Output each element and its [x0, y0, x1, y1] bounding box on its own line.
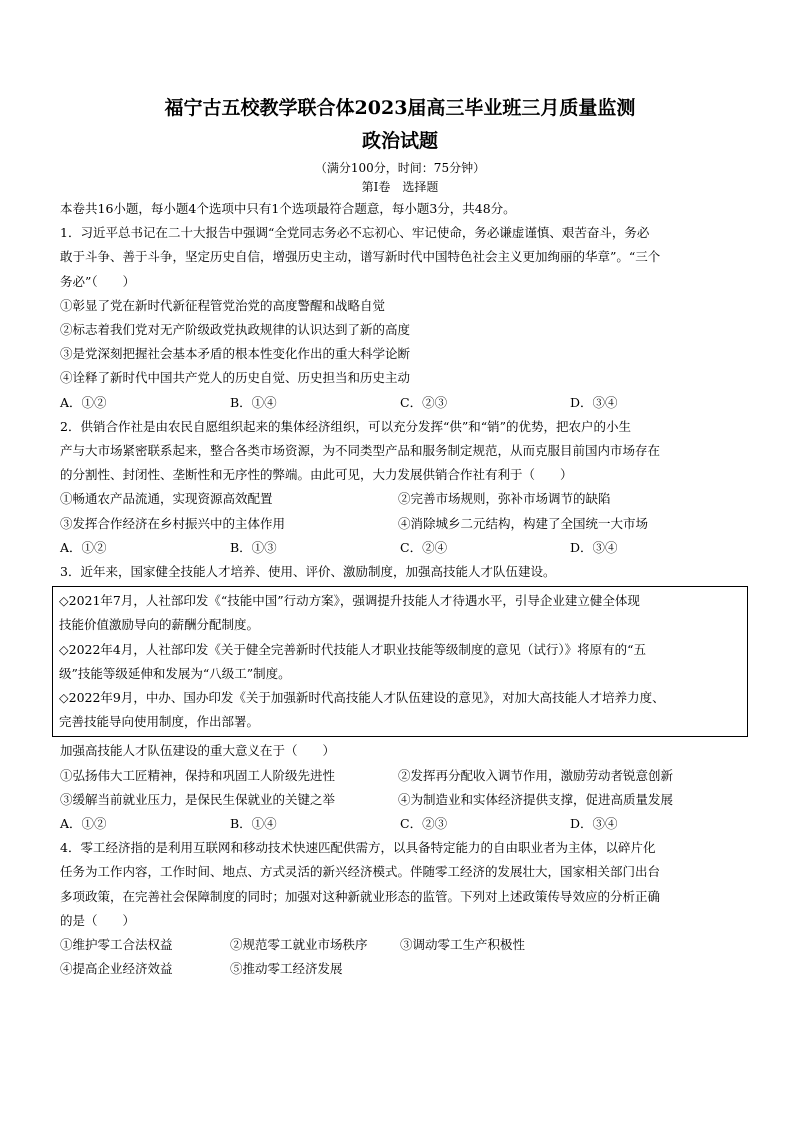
exam-page [60, 95, 740, 982]
q2-line: 产与大市场紧密联系起来，整合各类市场资源，为不同类型产品和服务制定规范，从而克服目前国内市场存在 [60, 443, 661, 459]
q3-statement: ①弘扬伟大工匠精神，保持和巩固工人阶级先进性 [60, 767, 336, 783]
q1-option-a: A．①② [60, 394, 107, 410]
q3-statement-row [60, 764, 740, 788]
q1-option-c: C．②③ [400, 394, 448, 410]
q2-statement: ③发挥合作经济在乡村振兴中的主体作用 [60, 515, 286, 531]
q3-option-b: B．①④ [230, 816, 277, 832]
q2-option-d: D．③④ [570, 539, 618, 555]
q2-statement-row [60, 512, 740, 536]
q3-box-line: 技能价值激励导向的薪酬分配制度。 [59, 617, 260, 633]
q3-box-line: 完善技能导向使用制度，作出部署。 [59, 714, 260, 730]
q1-statement: ②标志着我们党对无产阶级政党执政规律的认识达到了新的高度 [60, 322, 411, 338]
q1-statement: ④诠释了新时代中国共产党人的历史自觉、历史担当和历史主动 [60, 370, 411, 386]
q3-box-line: ◇2022年4月，人社部印发《关于健全完善新时代技能人才职业技能等级制度的意见（试行）》将原有的“五 [59, 641, 647, 657]
q4-statement: ②规范零工就业市场秩序 [230, 937, 368, 953]
q2-statement: ④消除城乡二元结构，构建了全国统一大市场 [398, 515, 649, 531]
q4-line: 多项政策，在完善社会保障制度的同时；加强对这种新就业形态的监管。下列对上述政策传导效应的分析正确 [60, 888, 661, 904]
q3-option-d: D．③④ [570, 816, 618, 832]
q3-box-line: ◇2021年7月，人社部印发《“技能中国”行动方案》，强调提升技能人才待遇水平，引导企业建立健全体现 [59, 593, 640, 609]
q2-statement-row [60, 487, 740, 511]
q1-option-d: D．③④ [570, 394, 618, 410]
q4-line: 任务为工作内容，工作时间、地点、方式灵活的新兴经济模式。伴随零工经济的发展壮大，国家相关部门出台 [60, 864, 661, 880]
q3-statement: ③缓解当前就业压力，是保民生保就业的关键之举 [60, 791, 336, 807]
q4-statement-row [60, 957, 740, 981]
q1-statement: ①彰显了党在新时代新征程管党治党的高度警醒和战略自觉 [60, 297, 386, 313]
q4-statement: ③调动零工生产积极性 [400, 937, 526, 953]
q3-statement: ②发挥再分配收入调节作用，激励劳动者锐意创新 [398, 767, 674, 783]
q3-material-box [52, 586, 748, 737]
question-1 [60, 221, 740, 415]
exam-meta: （满分100分，时间：75分钟） [314, 161, 486, 175]
exam-subtitle: 政治试题 [361, 130, 438, 152]
question-4 [60, 836, 740, 981]
q4-statement-row [60, 933, 740, 957]
q2-option-b: B．①③ [230, 539, 277, 555]
q1-option-b: B．①④ [230, 394, 277, 410]
q4-statement: ①维护零工合法权益 [60, 937, 173, 953]
q3-option-c: C．②③ [400, 816, 448, 832]
instructions: 本卷共16小题，每小题4个选项中只有1个选项最符合题意，每小题3分，共48分。 [60, 201, 516, 216]
q4-line: 的是（ ） [60, 912, 136, 928]
exam-title: 福宁古五校教学联合体2023届高三毕业班三月质量监测 [164, 97, 636, 119]
q3-options [60, 812, 740, 836]
q2-line: 的分割性、封闭性、垄断性和无序性的弊端。由此可见，大力发展供销合作社有利于（ ） [60, 467, 573, 483]
q3-statement: ④为制造业和实体经济提供支撑，促进高质量发展 [398, 791, 674, 807]
q1-statement: ③是党深刻把握社会基本矛盾的根本性变化作出的重大科学论断 [60, 346, 411, 362]
q3-question: 加强高技能人才队伍建设的重大意义在于（ ） [60, 743, 336, 759]
q4-line: 4．零工经济指的是利用互联网和移动技术快速匹配供需方，以具备特定能力的自由职业者为主体，以碎片化 [60, 840, 656, 856]
q2-line: 2．供销合作社是由农民自愿组织起来的集体经济组织，可以充分发挥“供”和“销”的优势，把农户的小生 [60, 418, 632, 434]
q2-option-a: A．①② [60, 539, 107, 555]
q3-statement-row [60, 788, 740, 812]
question-3 [60, 560, 740, 836]
q3-box-line: 级”技能等级延伸和发展为“八级工”制度。 [59, 665, 291, 681]
q4-statement: ⑤推动零工经济发展 [230, 961, 343, 977]
q1-options [60, 391, 740, 415]
q3-intro: 3．近年来，国家健全技能人才培养、使用、评价、激励制度，加强高技能人才队伍建设。 [60, 564, 556, 580]
q3-option-a: A．①② [60, 816, 107, 832]
q2-statement: ②完善市场规则，弥补市场调节的缺陷 [398, 491, 611, 507]
q2-options [60, 536, 740, 560]
q2-statement: ①畅通农产品流通，实现资源高效配置 [60, 491, 273, 507]
q1-line: 1．习近平总书记在二十大报告中强调“全党同志务必不忘初心、牢记使命，务必谦虚谨慎、艰苦奋斗，务必 [60, 225, 650, 241]
q1-line: 敢于斗争、善于斗争，坚定历史自信，增强历史主动，谱写新时代中国特色社会主义更加绚丽的华章”。“三个 [60, 249, 661, 265]
q1-line: 务必”（ ） [60, 273, 136, 289]
section-heading: 第Ⅰ卷 选择题 [361, 180, 439, 194]
q2-option-c: C．②④ [400, 539, 448, 555]
question-2 [60, 415, 740, 560]
q3-box-line: ◇2022年9月，中办、国办印发《关于加强新时代高技能人才队伍建设的意见》，对加大高技能人才培养力度、 [59, 690, 665, 706]
q4-statement: ④提高企业经济效益 [60, 961, 173, 977]
